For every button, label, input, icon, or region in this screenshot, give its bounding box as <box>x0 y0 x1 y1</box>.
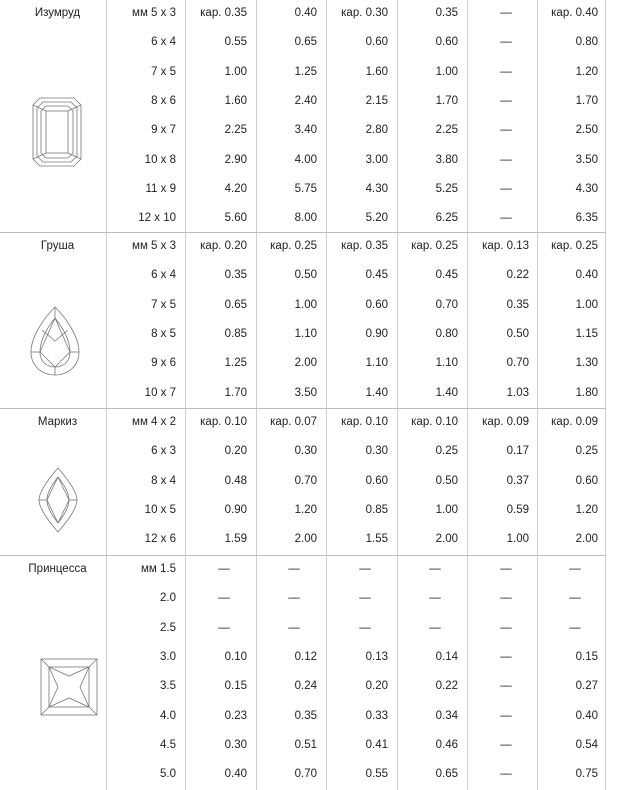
carat-value: — <box>569 592 581 605</box>
carat-value: 0.17 <box>506 445 529 458</box>
carat-value: 1.03 <box>506 386 529 399</box>
carat-value: 1.20 <box>294 503 317 516</box>
carat-value: 0.54 <box>575 738 598 751</box>
carat-value: кар. 0.09 <box>551 416 598 428</box>
carat-value: 2.00 <box>294 533 317 546</box>
carat-value: 2.50 <box>575 124 598 137</box>
carat-value: 0.35 <box>435 7 458 19</box>
carat-value: 0.30 <box>224 738 247 751</box>
carat-value: — <box>500 94 512 107</box>
carat-value: 0.25 <box>435 445 458 458</box>
size-label: 8 x 4 <box>151 474 176 487</box>
carat-value: 2.90 <box>224 153 247 166</box>
carat-value: — <box>288 592 300 605</box>
carat-value: 0.15 <box>224 680 247 693</box>
carat-value: кар. 0.40 <box>551 7 598 19</box>
carat-value: 0.48 <box>224 474 247 487</box>
carat-value: кар. 0.09 <box>482 416 529 428</box>
princess-cut-icon <box>40 658 98 719</box>
section-divider <box>0 408 606 409</box>
cut-name: Изумруд <box>34 7 81 19</box>
size-label: 6 x 4 <box>151 36 176 49</box>
size-label: 6 x 4 <box>151 269 176 282</box>
carat-value: — <box>359 621 371 634</box>
carat-value: — <box>288 563 300 575</box>
carat-value: 1.00 <box>575 298 598 311</box>
size-label: 10 x 5 <box>144 503 176 516</box>
carat-value: 4.30 <box>365 182 388 195</box>
carat-value: кар. 0.25 <box>411 240 458 252</box>
carat-value: кар. 0.35 <box>341 240 388 252</box>
carat-value: 0.60 <box>365 36 388 49</box>
carat-value: — <box>429 621 441 634</box>
carat-value: 1.15 <box>575 327 598 340</box>
cut-name: Принцесса <box>28 563 87 575</box>
cut-name: Груша <box>40 240 75 252</box>
size-label: 8 x 5 <box>151 327 176 340</box>
carat-value: — <box>500 592 512 605</box>
carat-value: 6.25 <box>435 212 458 225</box>
carat-value: 6.35 <box>575 212 598 225</box>
carat-value: 2.00 <box>575 533 598 546</box>
carat-value: 2.00 <box>294 357 317 370</box>
carat-value: — <box>288 621 300 634</box>
carat-value: 0.41 <box>365 738 388 751</box>
carat-value: 0.45 <box>365 269 388 282</box>
size-label: 7 x 5 <box>151 298 176 311</box>
carat-value: кар. 0.10 <box>341 416 388 428</box>
carat-value: кар. 0.30 <box>341 7 388 19</box>
section-divider <box>0 232 606 233</box>
carat-value: — <box>500 124 512 137</box>
carat-value: 0.70 <box>435 298 458 311</box>
carat-value: 0.85 <box>224 327 247 340</box>
carat-value: кар. 0.25 <box>270 240 317 252</box>
carat-value: 5.25 <box>435 182 458 195</box>
size-label: 3.5 <box>160 680 176 693</box>
carat-value: 1.30 <box>575 357 598 370</box>
carat-value: 5.75 <box>294 182 317 195</box>
size-label: 12 x 6 <box>144 533 176 546</box>
carat-value: 0.60 <box>365 298 388 311</box>
carat-value: 0.90 <box>224 503 247 516</box>
carat-value: 0.37 <box>506 474 529 487</box>
size-label: мм 4 x 2 <box>132 416 176 428</box>
carat-value: 3.50 <box>294 386 317 399</box>
carat-value: 1.10 <box>435 357 458 370</box>
carat-value: 3.50 <box>575 153 598 166</box>
carat-value: 0.70 <box>506 357 529 370</box>
carat-value: 0.14 <box>435 650 458 663</box>
carat-value: 2.15 <box>365 94 388 107</box>
carat-value: 0.13 <box>365 650 388 663</box>
carat-value: 0.46 <box>435 738 458 751</box>
carat-value: 0.34 <box>435 709 458 722</box>
carat-value: 0.24 <box>294 680 317 693</box>
carat-value: — <box>500 212 512 225</box>
carat-value: 1.70 <box>224 386 247 399</box>
carat-value: 0.51 <box>294 738 317 751</box>
carat-value: 3.40 <box>294 124 317 137</box>
carat-value: 1.00 <box>435 65 458 78</box>
carat-value: 0.22 <box>435 680 458 693</box>
carat-value: 0.75 <box>575 768 598 781</box>
carat-value: 1.25 <box>294 65 317 78</box>
carat-value: 8.00 <box>294 212 317 225</box>
size-label: 9 x 6 <box>151 357 176 370</box>
carat-value: 0.12 <box>294 650 317 663</box>
carat-value: — <box>500 680 512 693</box>
carat-value: 0.45 <box>435 269 458 282</box>
carat-value: 0.80 <box>435 327 458 340</box>
carat-value: — <box>429 563 441 575</box>
carat-value: — <box>500 709 512 722</box>
carat-value: 0.25 <box>575 445 598 458</box>
carat-value: — <box>500 182 512 195</box>
carat-value: 0.33 <box>365 709 388 722</box>
carat-value: 0.90 <box>365 327 388 340</box>
carat-value: 1.00 <box>294 298 317 311</box>
carat-value: 1.55 <box>365 533 388 546</box>
carat-value: 1.00 <box>435 503 458 516</box>
size-label: 6 x 3 <box>151 445 176 458</box>
carat-value: 2.25 <box>435 124 458 137</box>
carat-value: 0.50 <box>435 474 458 487</box>
carat-value: 1.40 <box>365 386 388 399</box>
carat-value: — <box>218 592 230 605</box>
carat-value: — <box>500 65 512 78</box>
carat-value: — <box>500 768 512 781</box>
carat-value: 0.20 <box>365 680 388 693</box>
size-label: мм 1.5 <box>141 563 176 575</box>
carat-value: 0.50 <box>506 327 529 340</box>
carat-value: 0.70 <box>294 474 317 487</box>
carat-value: 1.70 <box>435 94 458 107</box>
carat-value: 0.85 <box>365 503 388 516</box>
carat-value: 2.00 <box>435 533 458 546</box>
carat-value: 0.65 <box>435 768 458 781</box>
carat-value: 1.80 <box>575 386 598 399</box>
carat-value: 0.40 <box>575 709 598 722</box>
carat-value: 0.59 <box>506 503 529 516</box>
carat-value: 0.40 <box>575 269 598 282</box>
carat-value: — <box>359 563 371 575</box>
carat-value: 0.55 <box>365 768 388 781</box>
carat-value: 0.60 <box>435 36 458 49</box>
emerald-cut-icon <box>32 97 82 170</box>
carat-value: — <box>500 650 512 663</box>
carat-value: 0.35 <box>224 269 247 282</box>
carat-value: 1.60 <box>365 65 388 78</box>
carat-value: — <box>218 621 230 634</box>
carat-value: — <box>500 563 512 575</box>
carat-value: 5.60 <box>224 212 247 225</box>
size-label: мм 5 x 3 <box>132 7 176 19</box>
carat-value: кар. 0.35 <box>200 7 247 19</box>
carat-value: 0.35 <box>294 709 317 722</box>
size-label: 4.0 <box>160 709 176 722</box>
carat-value: 0.55 <box>224 36 247 49</box>
carat-value: 1.10 <box>365 357 388 370</box>
carat-value: 4.20 <box>224 182 247 195</box>
carat-value: — <box>500 738 512 751</box>
carat-value: кар. 0.20 <box>200 240 247 252</box>
carat-value: 3.80 <box>435 153 458 166</box>
carat-value: 2.80 <box>365 124 388 137</box>
carat-value: 3.00 <box>365 153 388 166</box>
carat-value: 0.10 <box>224 650 247 663</box>
carat-value: 0.15 <box>575 650 598 663</box>
size-label: 9 x 7 <box>151 124 176 137</box>
size-label: 8 x 6 <box>151 94 176 107</box>
carat-value: 0.60 <box>365 474 388 487</box>
carat-value: 0.22 <box>506 269 529 282</box>
carat-value: 0.40 <box>224 768 247 781</box>
carat-value: 0.27 <box>575 680 598 693</box>
carat-value: 0.80 <box>575 36 598 49</box>
carat-value: 0.30 <box>294 445 317 458</box>
size-label: 2.0 <box>160 592 176 605</box>
carat-value: кар. 0.25 <box>551 240 598 252</box>
size-label: 12 x 10 <box>138 212 176 225</box>
carat-value: 0.50 <box>294 269 317 282</box>
carat-value: 0.65 <box>224 298 247 311</box>
carat-value: 2.40 <box>294 94 317 107</box>
carat-value: — <box>218 563 230 575</box>
carat-value: — <box>569 563 581 575</box>
size-label: 7 x 5 <box>151 65 176 78</box>
section-divider <box>0 555 606 556</box>
carat-value: — <box>359 592 371 605</box>
column-divider <box>605 0 606 790</box>
carat-value: — <box>569 621 581 634</box>
pear-cut-icon <box>30 306 80 379</box>
size-label: 3.0 <box>160 650 176 663</box>
carat-value: 1.10 <box>294 327 317 340</box>
carat-value: 0.30 <box>365 445 388 458</box>
size-label: 2.5 <box>160 621 176 634</box>
carat-value: 0.23 <box>224 709 247 722</box>
cut-name: Маркиз <box>37 416 78 428</box>
size-label: 10 x 7 <box>144 386 176 399</box>
carat-value: 4.30 <box>575 182 598 195</box>
carat-value: 1.20 <box>575 65 598 78</box>
carat-value: 0.65 <box>294 36 317 49</box>
carat-value: кар. 0.10 <box>411 416 458 428</box>
carat-value: 1.40 <box>435 386 458 399</box>
carat-value: 0.35 <box>506 298 529 311</box>
carat-value: 0.60 <box>575 474 598 487</box>
carat-value: 0.40 <box>294 7 317 19</box>
carat-value: 1.70 <box>575 94 598 107</box>
carat-value: 1.00 <box>224 65 247 78</box>
carat-value: 0.20 <box>224 445 247 458</box>
carat-value: 0.70 <box>294 768 317 781</box>
carat-value: кар. 0.07 <box>270 416 317 428</box>
carat-value: кар. 0.13 <box>482 240 529 252</box>
marquise-cut-icon <box>38 467 78 536</box>
carat-value: 1.59 <box>224 533 247 546</box>
carat-value: — <box>500 621 512 634</box>
carat-value: 2.25 <box>224 124 247 137</box>
size-label: 10 x 8 <box>144 153 176 166</box>
size-label: мм 5 x 3 <box>132 240 176 252</box>
carat-value: 1.20 <box>575 503 598 516</box>
size-label: 4.5 <box>160 738 176 751</box>
carat-value: — <box>429 592 441 605</box>
size-label: 5.0 <box>160 768 176 781</box>
size-label: 11 x 9 <box>145 182 176 195</box>
carat-value: — <box>500 153 512 166</box>
carat-value: — <box>500 7 512 19</box>
carat-value: — <box>500 36 512 49</box>
carat-value: 4.00 <box>294 153 317 166</box>
carat-value: 5.20 <box>365 212 388 225</box>
carat-value: кар. 0.10 <box>200 416 247 428</box>
carat-value: 1.00 <box>506 533 529 546</box>
carat-value: 1.25 <box>224 357 247 370</box>
carat-value: 1.60 <box>224 94 247 107</box>
